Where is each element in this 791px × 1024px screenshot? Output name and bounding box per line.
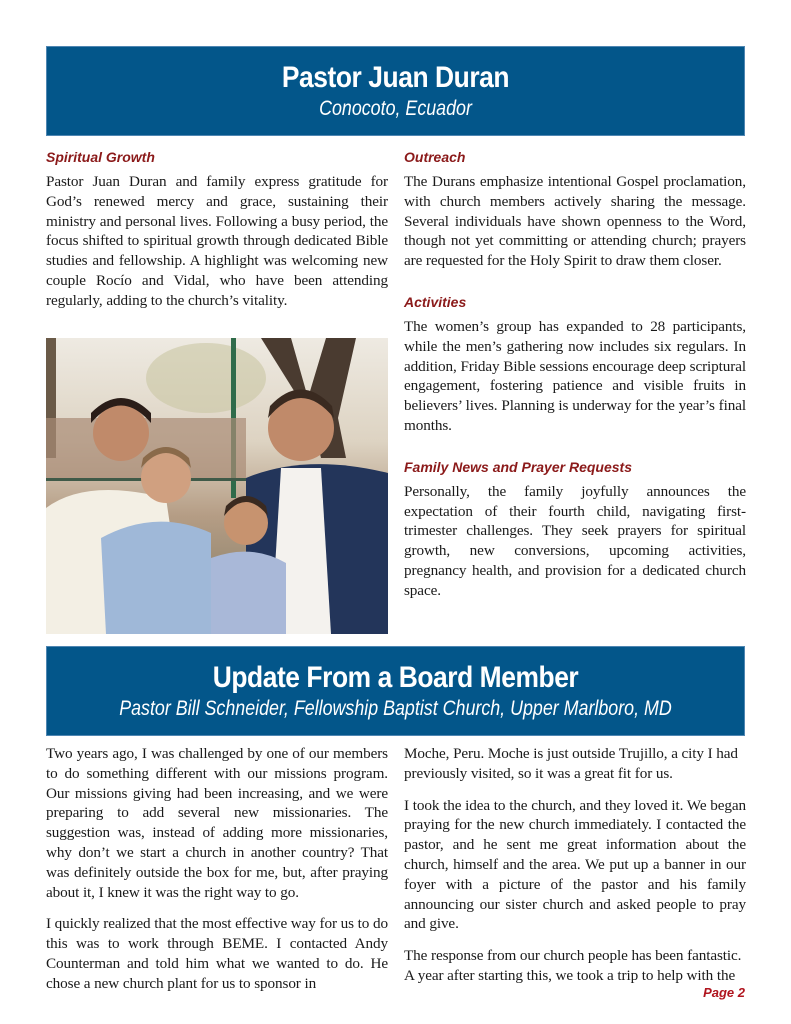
paragraph-activities: The women’s group has expanded to 28 participants, while the men’s gathering now includes six regulars. In addition, Friday Bible sessions encourage deep scriptural engagement, fostering patience and visible fruits in believers’ lives. Planning is underway for the year’s final months. bbox=[404, 317, 746, 434]
left-column-bottom bbox=[46, 744, 388, 994]
heading-outreach: Outreach bbox=[404, 149, 466, 165]
paragraph-family-news: Personally, the family joyfully announces the expectation of their fourth child, navigating first-trimester challenges. They seek prayers for spiritual growth, new conversions, upcoming activities, pregnancy health, and provision for a dedicated church space. bbox=[404, 482, 746, 599]
page-number: Page 2 bbox=[703, 985, 745, 1000]
right-column-top bbox=[404, 148, 746, 601]
header-banner-pastor-juan-duran bbox=[46, 46, 745, 136]
paragraph-board-4: I took the idea to the church, and they loved it. We began praying for the new church immediately. I contacted the pastor, and he sent me great information about the church, himself and the area. We put up a banner in our foyer with a picture of the pastor and his family announcing our sister church and asked people to pray and give. bbox=[404, 796, 746, 933]
heading-activities: Activities bbox=[404, 293, 467, 310]
banner-title: Update From a Board Member bbox=[212, 661, 579, 694]
left-column-top bbox=[46, 148, 388, 311]
right-column-bottom bbox=[404, 744, 746, 986]
header-banner-board-member-update bbox=[46, 646, 745, 736]
paragraph-board-1: Two years ago, I was challenged by one of our members to do something different with our missions program. Our missions giving had been increasing, and we were preparing to add several new missionaries. The suggestion was, instead of adding more missionaries, why don’t we start a church in another country? That was definitely outside the box for me, but, after praying about it, I knew it was the right way to go. bbox=[46, 745, 388, 901]
family-photo-image bbox=[46, 338, 388, 634]
heading-family-news: Family News and Prayer Requests bbox=[404, 458, 632, 475]
paragraph-spiritual-growth: Pastor Juan Duran and family express gratitude for God’s renewed mercy and grace, sustaining their ministry and personal lives. Following a busy period, the focus shifted to spiritual growth through dedicated Bible studies and fellowship. A highlight was welcoming new couple Rocío and Vidal, who have been attending regularly, adding to the church’s vitality. bbox=[46, 173, 388, 309]
paragraph-outreach: The Durans emphasize intentional Gospel proclamation, with church members actively sharing the message. Several individuals have shown openness to the Word, though not yet committing or attending church; prayers are requested for the Holy Spirit to draw them closer. bbox=[404, 173, 746, 270]
paragraph-board-3: Moche, Peru. Moche is just outside Trujillo, a city I had previously visited, so it was a great fit for us. bbox=[404, 745, 738, 782]
family-photo bbox=[46, 338, 388, 634]
banner-title: Pastor Juan Duran bbox=[281, 61, 510, 94]
paragraph-board-2: I quickly realized that the most effective way for us to do this was to work through BEME. I contacted Andy Counterman and told him what we wanted to do. He chose a new church plant for us to sponsor in bbox=[46, 915, 388, 992]
paragraph-board-5: The response from our church people has been fantastic. A year after starting this, we took a trip to help with the bbox=[404, 947, 742, 984]
heading-spiritual-growth: Spiritual Growth bbox=[46, 149, 155, 165]
banner-subtitle: Conocoto, Ecuador bbox=[319, 97, 472, 120]
banner-subtitle: Pastor Bill Schneider, Fellowship Baptist Church, Upper Marlboro, MD bbox=[119, 697, 672, 720]
